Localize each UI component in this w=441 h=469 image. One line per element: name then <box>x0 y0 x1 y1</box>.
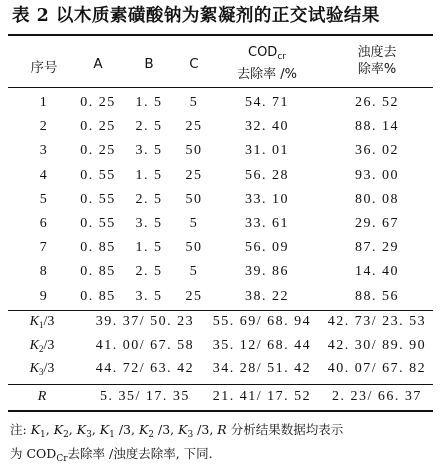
k-row-a: 39. 37/ 50. 23 <box>95 314 195 329</box>
row-cod: 56. 09 <box>245 240 289 256</box>
k-row-a: 44. 72/ 63. 42 <box>95 361 195 376</box>
row-a: 0. 85 <box>80 288 116 304</box>
row-turbidity: 36. 02 <box>355 143 399 159</box>
k-row-c: 40. 07/ 67. 82 <box>327 361 427 376</box>
row-b: 1. 5 <box>135 240 163 256</box>
row-cod: 56. 28 <box>245 167 289 183</box>
k-row-b: 55. 69/ 68. 94 <box>212 314 312 329</box>
k-row-b: 34. 28/ 51. 42 <box>212 361 312 376</box>
k-row-label: $K_2/3$ <box>29 337 55 354</box>
row-turbidity: 93. 00 <box>355 167 399 183</box>
row-a: 0. 25 <box>80 95 116 110</box>
row-a: 0. 25 <box>80 119 116 135</box>
k-row-label: $K_3/3$ <box>29 361 55 377</box>
row-b: 3. 5 <box>135 288 163 304</box>
r-row-label: R <box>37 389 47 404</box>
row-cod: 39. 86 <box>245 264 289 280</box>
row-b: 3. 5 <box>135 216 163 231</box>
header-b: B <box>144 56 154 72</box>
row-a: 0. 85 <box>80 264 116 280</box>
row-c: 25 <box>185 167 203 183</box>
row-serial: 7 <box>39 240 49 256</box>
k-row-a: 41. 00/ 67. 58 <box>95 337 195 353</box>
header-turbidity-line2: 除率% <box>357 62 397 77</box>
header-rule <box>8 87 433 88</box>
row-turbidity: 88. 14 <box>355 119 399 135</box>
k-row-c: 42. 30/ 89. 90 <box>327 337 427 353</box>
row-c: 50 <box>185 240 203 256</box>
k-row-c: 42. 73/ 23. 53 <box>327 314 427 329</box>
row-b: 1. 5 <box>135 95 163 110</box>
row-c: 25 <box>185 119 203 135</box>
row-a: 0. 25 <box>80 143 116 159</box>
header-turbidity <box>336 44 418 78</box>
row-c: 5 <box>189 216 199 231</box>
row-b: 2. 5 <box>135 119 163 135</box>
header-c: C <box>189 56 199 72</box>
header-serial: 序号 <box>30 60 58 76</box>
row-turbidity: 26. 52 <box>355 95 399 110</box>
r-row-a: 5. 35/ 17. 35 <box>100 389 190 404</box>
table-note-line1: 注: $K_1$, $K_2$, $K_3$, $K_1$ /3, $K_2$ /3, $K_3$ /3, R 分析结果数据均表示 <box>10 422 344 440</box>
header-cod-line1: COD <box>248 45 278 60</box>
header-a: A <box>93 56 103 72</box>
row-turbidity: 88. 56 <box>355 288 399 304</box>
row-serial: 3 <box>39 143 49 159</box>
row-b: 2. 5 <box>135 191 163 207</box>
row-b: 3. 5 <box>135 143 163 159</box>
row-b: 1. 5 <box>135 167 163 183</box>
row-c: 25 <box>185 288 203 304</box>
row-turbidity: 29. 67 <box>355 216 399 231</box>
row-c: 5 <box>189 95 199 110</box>
row-cod: 38. 22 <box>245 288 289 304</box>
header-cod-sub: cr <box>277 52 286 62</box>
row-c: 50 <box>185 143 203 159</box>
row-cod: 33. 61 <box>245 216 289 231</box>
row-turbidity: 14. 40 <box>355 264 399 280</box>
r-row-c: 2. 23/ 66. 37 <box>332 389 422 404</box>
row-c: 50 <box>185 191 203 207</box>
header-turbidity-line1: 浊度去 <box>357 45 397 60</box>
row-a: 0. 55 <box>80 167 116 183</box>
row-turbidity: 87. 29 <box>355 240 399 256</box>
r-row-b: 21. 41/ 17. 52 <box>212 389 312 404</box>
row-cod: 33. 10 <box>245 191 289 207</box>
row-b: 2. 5 <box>135 264 163 280</box>
k-row-b: 35. 12/ 68. 44 <box>212 337 312 353</box>
row-serial: 2 <box>39 119 49 135</box>
top-rule <box>8 34 433 36</box>
header-cod <box>222 44 312 83</box>
data-bottom-rule <box>8 310 433 311</box>
k-bottom-rule <box>8 384 433 385</box>
row-turbidity: 80. 08 <box>355 191 399 207</box>
row-a: 0. 85 <box>80 240 116 256</box>
row-a: 0. 55 <box>80 216 116 231</box>
table-caption: 表 2 以木质素磺酸钠为絮凝剂的正交试验结果 <box>12 6 380 26</box>
row-serial: 8 <box>39 264 49 280</box>
bottom-rule <box>8 410 433 412</box>
row-serial: 4 <box>39 167 49 183</box>
row-cod: 31. 01 <box>245 143 289 159</box>
row-serial: 6 <box>39 216 49 231</box>
row-a: 0. 55 <box>80 191 116 207</box>
row-cod: 54. 71 <box>245 95 289 110</box>
row-serial: 1 <box>39 95 49 110</box>
header-cod-line2: 去除率 /% <box>237 67 297 82</box>
row-serial: 5 <box>39 191 49 207</box>
row-cod: 32. 40 <box>245 119 289 135</box>
row-c: 5 <box>189 264 199 280</box>
table-note-line2: 为 $COD_{Cr}$去除率 /浊度去除率, 下同. <box>10 446 213 464</box>
row-serial: 9 <box>39 288 49 304</box>
k-row-label: $K_1/3$ <box>29 314 55 330</box>
